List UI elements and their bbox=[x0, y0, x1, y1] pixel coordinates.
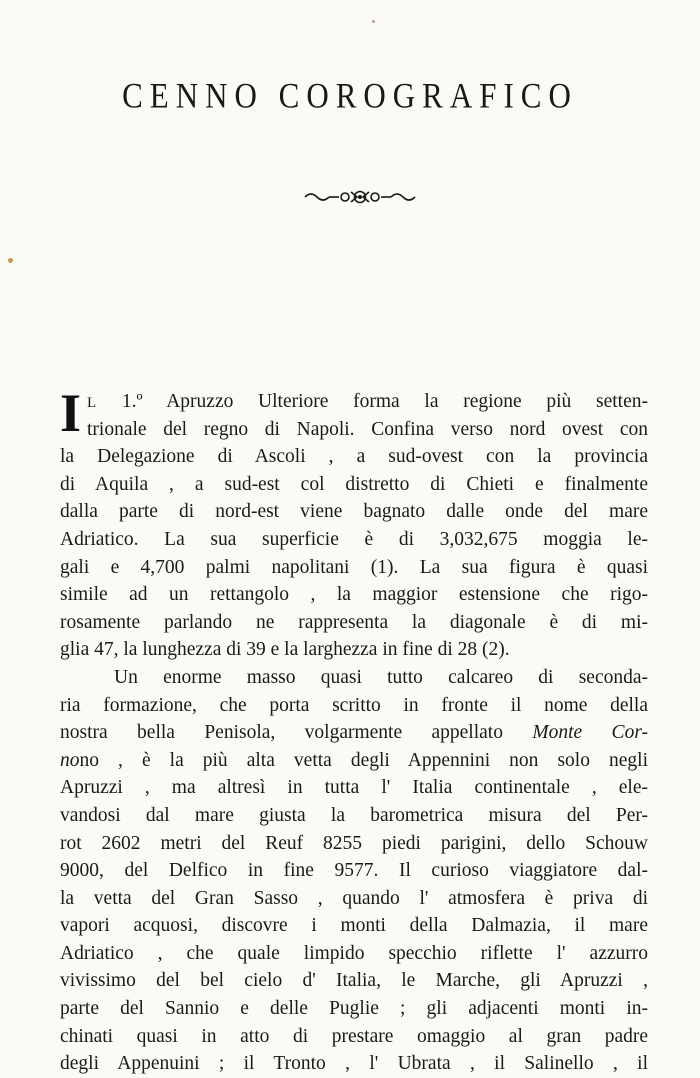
text-line: dalla parte di nord-est viene bagnato dalle onde del mare bbox=[60, 501, 648, 523]
text-line: degli Appenuini ; il Tronto , l' Ubrata , il Salinello , il bbox=[60, 1053, 648, 1075]
line-text: no , è la più alta vetta degli Appennini non solo negli bbox=[79, 749, 648, 771]
text-line: la Delegazione di Ascoli , a sud-ovest con la provincia bbox=[60, 446, 648, 468]
text-line: gali e 4,700 palmi napolitani (1). La sua figura è quasi bbox=[60, 556, 648, 578]
body-text bbox=[60, 383, 649, 1078]
ink-speck bbox=[372, 20, 375, 23]
text-line bbox=[60, 719, 648, 747]
ornament-divider bbox=[303, 188, 417, 206]
text-line: vivissimo del bel cielo d' Italia, le Marche, gli Apruzzi , bbox=[60, 970, 648, 992]
drop-cap: I bbox=[60, 383, 82, 443]
ink-speck bbox=[8, 258, 13, 263]
text-line: ria formazione, che porta scritto in fronte il nome della bbox=[60, 694, 648, 716]
text-line: Un enorme masso quasi tutto calcareo di seconda- bbox=[114, 666, 648, 688]
first-word-rest: L bbox=[87, 395, 98, 411]
text-line: la vetta del Gran Sasso , quando l' atmosfera è priva di bbox=[60, 887, 648, 909]
text-line bbox=[60, 747, 648, 775]
text-line: vapori acquosi, discovre i monti della Dalmazia, il mare bbox=[60, 915, 648, 937]
italic-name: Monte Cor- bbox=[532, 722, 649, 744]
line-text: 1.º Apruzzo Ulteriore forma la regione più setten- bbox=[121, 391, 648, 412]
text-line: Apruzzi , ma altresì in tutta l' Italia continentale , ele- bbox=[60, 777, 648, 799]
text-line: vandosi dal mare giusta la barometrica misura del Per- bbox=[60, 804, 648, 826]
text-line: simile ad un rettangolo , la maggior estensione che rigo- bbox=[60, 584, 648, 606]
text-line bbox=[60, 388, 648, 416]
text-line: di Aquila , a sud-est col distretto di Chieti e finalmente bbox=[60, 473, 648, 495]
page-title: CENNO COROGRAFICO bbox=[122, 75, 578, 116]
text-line: parte del Sannio e delle Puglie ; gli adjacenti monti in- bbox=[60, 998, 648, 1020]
text-line: glia 47, la lunghezza di 39 e la larghezza in fine di 28 (2). bbox=[60, 639, 510, 661]
text-line: 9000, del Delfico in fine 9577. Il curioso viaggiatore dal- bbox=[60, 860, 648, 882]
text-line: Adriatico , che quale limpido specchio riflette l' azzurro bbox=[60, 942, 648, 964]
italic-name: no bbox=[60, 749, 80, 771]
text-line: rot 2602 metri del Reuf 8255 piedi parigini, dello Schouw bbox=[60, 832, 648, 854]
text-line: Adriatico. La sua superficie è di 3,032,675 moggia le- bbox=[60, 528, 648, 550]
text-line: trionale del regno di Napoli. Confina verso nord ovest con bbox=[87, 418, 648, 440]
text-line: rosamente parlando ne rappresenta la diagonale è di mi- bbox=[60, 611, 648, 633]
text-line: chinati quasi in atto di prestare omaggio al gran padre bbox=[60, 1025, 648, 1047]
line-text: nostra bella Penisola, volgarmente appellato bbox=[60, 722, 533, 744]
